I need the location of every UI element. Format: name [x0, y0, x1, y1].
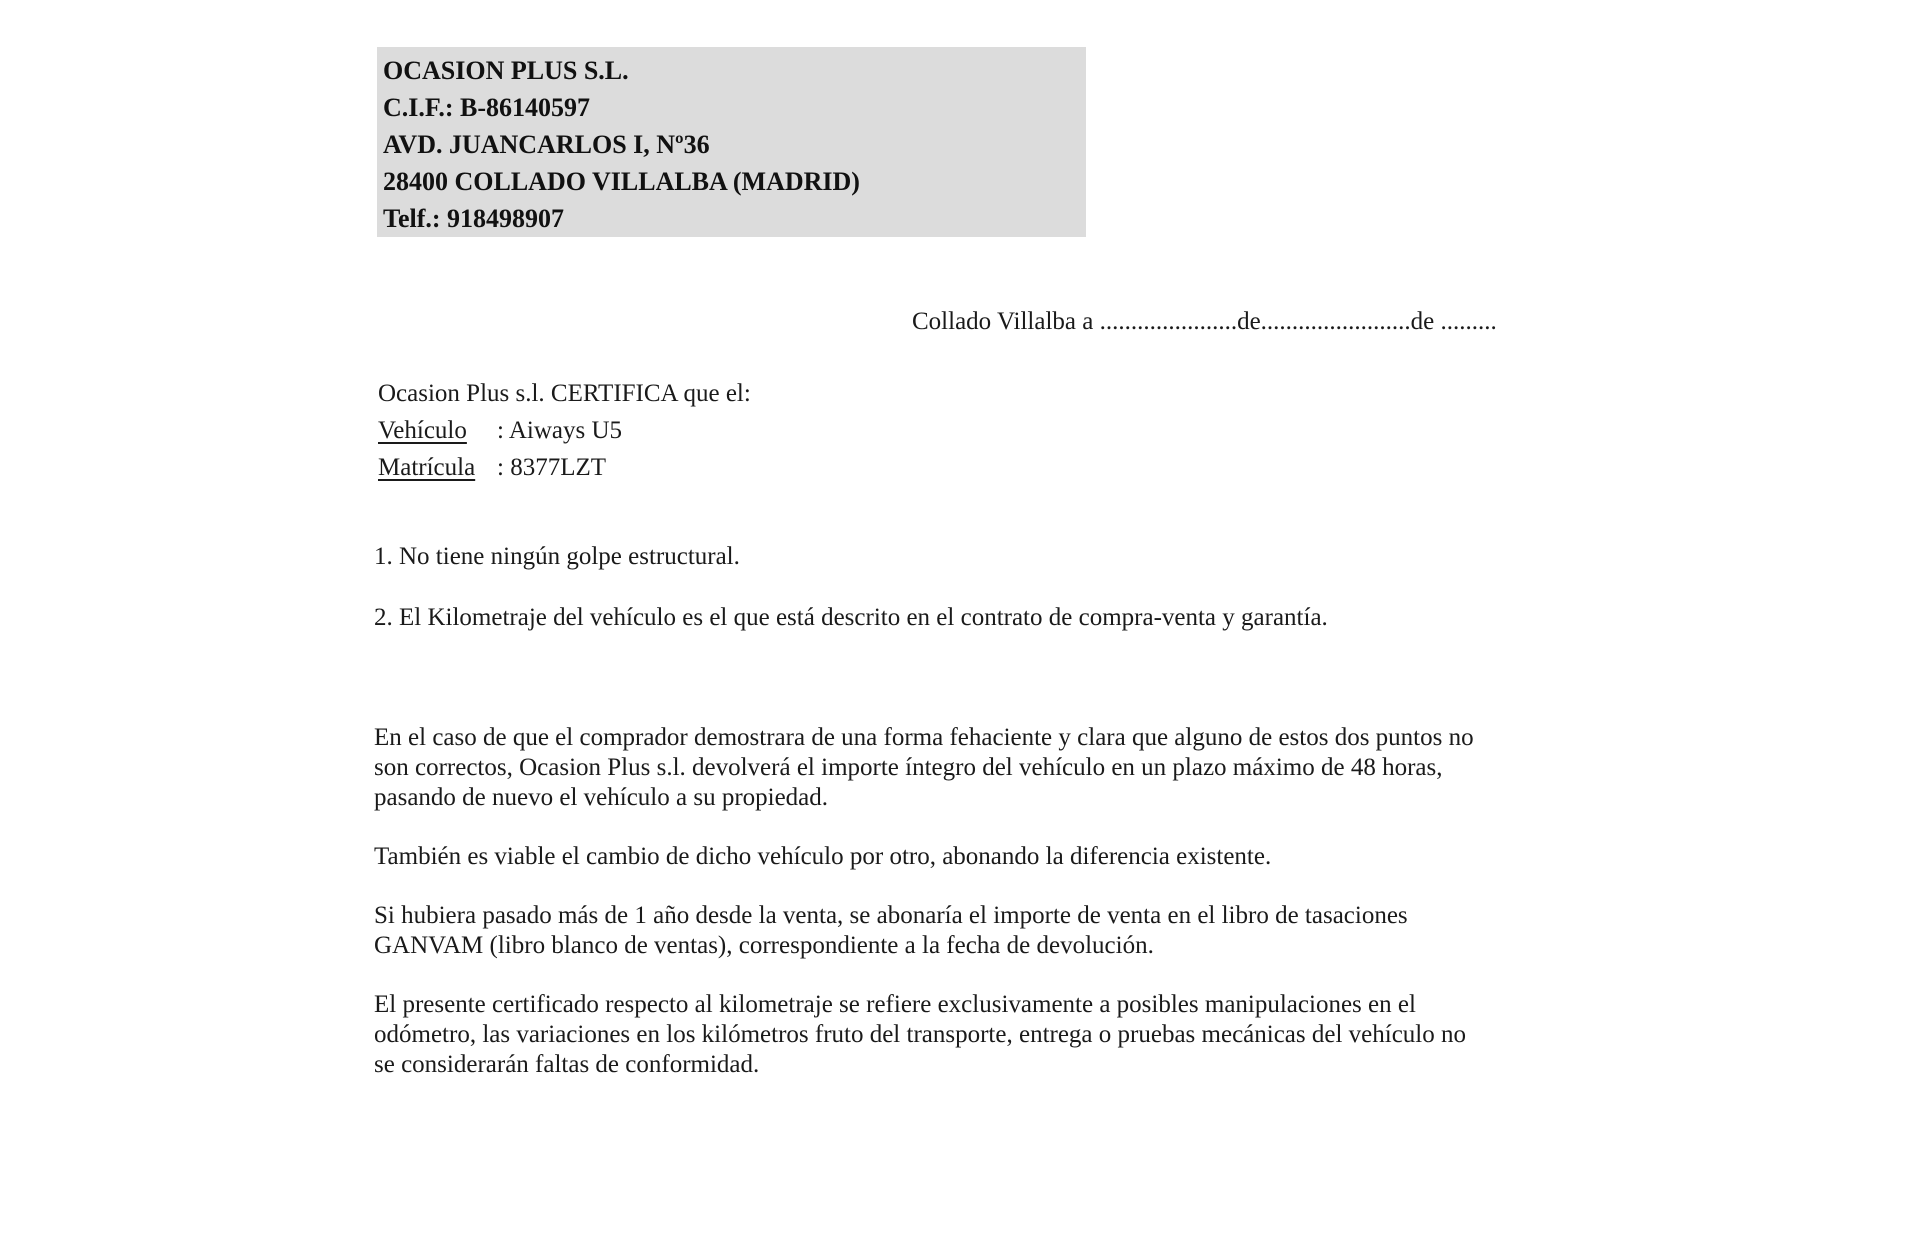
company-cif: C.I.F.: B-86140597	[383, 93, 591, 122]
paragraph-line: odómetro, las variaciones en los kilómetros fruto del transporte, entrega o pruebas mecánicas del vehículo no	[374, 1021, 1467, 1048]
vehicle-value: : Aiways U5	[497, 417, 622, 444]
certification-block	[378, 375, 751, 486]
paragraph-line: son correctos, Ocasion Plus s.l. devolverá el importe íntegro del vehículo en un plazo máximo de 48 horas,	[374, 754, 1443, 781]
vehicle-row	[378, 412, 751, 449]
company-name: OCASION PLUS S.L.	[383, 56, 629, 85]
company-header-box	[377, 47, 1086, 237]
paragraph-odometer	[374, 990, 1574, 1080]
paragraph-line: También es viable el cambio de dicho vehículo por otro, abonando la diferencia existente.	[374, 843, 1272, 870]
date-line: Collado Villalba a ......................de........................de .........	[912, 308, 1497, 335]
paragraph-exchange	[374, 842, 1574, 872]
plate-row	[378, 449, 751, 486]
item-mileage: 2. El Kilometraje del vehículo es el que está descrito en el contrato de compra-venta y garantía.	[374, 604, 1328, 631]
paragraph-line: En el caso de que el comprador demostrara de una forma fehaciente y clara que alguno de estos dos puntos no	[374, 724, 1474, 751]
paragraph-line: pasando de nuevo el vehículo a su propiedad.	[374, 784, 829, 811]
paragraph-line: Si hubiera pasado más de 1 año desde la venta, se abonaría el importe de venta en el libro de tasaciones	[374, 902, 1408, 929]
item-structural: 1. No tiene ningún golpe estructural.	[374, 543, 740, 570]
plate-label: Matrícula	[378, 454, 476, 481]
paragraph-refund	[374, 723, 1574, 813]
paragraph-line: se considerarán faltas de conformidad.	[374, 1051, 760, 1078]
paragraph-line: GANVAM (libro blanco de ventas), correspondiente a la fecha de devolución.	[374, 932, 1154, 959]
vehicle-label: Vehículo	[378, 417, 467, 444]
plate-value: : 8377LZT	[497, 454, 607, 481]
company-city: 28400 COLLADO VILLALBA (MADRID)	[383, 167, 860, 196]
company-phone: Telf.: 918498907	[383, 204, 565, 233]
company-address: AVD. JUANCARLOS I, Nº36	[383, 130, 710, 159]
paragraph-ganvam	[374, 901, 1574, 961]
certification-intro: Ocasion Plus s.l. CERTIFICA que el:	[378, 380, 751, 407]
paragraph-line: El presente certificado respecto al kilometraje se refiere exclusivamente a posibles manipulaciones en el	[374, 991, 1416, 1018]
